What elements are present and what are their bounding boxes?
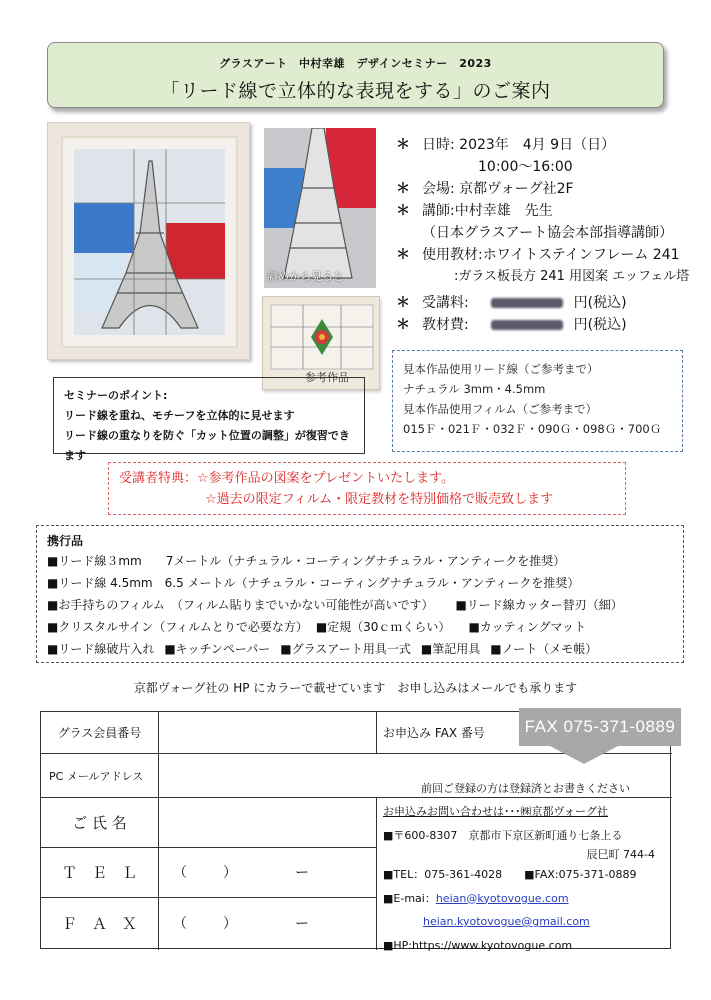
reference-work-photo	[262, 296, 380, 390]
name-field[interactable]	[159, 798, 377, 848]
attendee-benefits-box	[108, 462, 626, 515]
date-value: 2023年 4月 9日（日）	[459, 137, 616, 153]
contact-address-2: 辰巳町 744-4	[586, 848, 655, 861]
items-line: ■リード線破片入れ ■キッチンペーパー ■グラスアート用具一式 ■筆記用具 ■ノート（メモ帳）	[47, 642, 598, 656]
bullet-mark: ＊	[396, 137, 410, 153]
material-label: 使用教材:	[422, 247, 483, 263]
venue-value: 京都ヴォーグ社2F	[459, 181, 574, 197]
main-artwork-photo	[47, 122, 250, 360]
fee-label: 受講料:	[422, 295, 469, 311]
benefit-line-1: 受講者特典：☆参考作品の図案をプレゼントいたします。	[119, 471, 455, 486]
venue-label: 会場:	[422, 181, 455, 197]
eiffel-tower-artwork-image	[48, 123, 251, 361]
contact-email-row-2	[383, 910, 671, 934]
reference-line: 015Ｆ・021Ｆ・032Ｆ・090Ｇ・098Ｇ・700Ｇ	[403, 422, 662, 436]
reference-work-caption: 参考作品	[305, 371, 349, 384]
fee-suffix: 円(税込)	[573, 295, 627, 311]
points-line: リード線を重ね、モチーフを立体的に見せます	[64, 409, 295, 422]
contact-email-row: ■E-mai：heian@kyotovogue.com	[383, 891, 569, 905]
email-link-1[interactable]: heian@kyotovogue.com	[435, 891, 569, 905]
contact-info	[383, 800, 671, 957]
items-title: 携行品	[47, 534, 84, 548]
member-number-label: グラス会員番号	[41, 712, 159, 754]
previous-registration-note: 前回ご登録の方は登録済とお書きください	[421, 782, 630, 795]
material-fee-redacted	[491, 320, 563, 330]
reference-line: ナチュラル 3mm・4.5mm	[403, 382, 546, 396]
fax-number-tag: FAX 075-371-0889	[519, 708, 681, 746]
points-title: セミナーのポイント:	[64, 389, 168, 402]
seminar-points-box	[53, 377, 365, 462]
pc-mail-label: PC メールアドレス	[41, 754, 159, 798]
tel-label: Ｔ Ｅ Ｌ	[41, 848, 159, 898]
hp-note: 京都ヴォーグ社の HP にカラーで載せています お申し込みはメールでも承ります	[133, 681, 578, 695]
fax-arrow-icon	[550, 746, 618, 764]
fax-number-label: お申込み FAX 番号	[377, 712, 672, 754]
material-value: ホワイトステインフレーム 241	[482, 247, 680, 263]
seminar-subtitle: グラスアート 中村幸雄 デザインセミナー 2023	[219, 57, 492, 70]
time-value: 10:00～16:00	[478, 159, 573, 175]
material-fee-label: 教材費:	[422, 317, 469, 333]
date-label: 日時:	[422, 137, 455, 153]
benefit-line-2: ☆過去の限定フィルム・限定教材を特別価格で販売致します	[205, 492, 554, 507]
lecturer-label: 講師:	[422, 203, 455, 219]
material-fee-suffix: 円(税込)	[573, 317, 627, 333]
header-banner	[47, 42, 664, 108]
material-fee-row: ＊ 教材費: 円(税込)	[396, 317, 627, 333]
fee-redacted	[491, 298, 563, 308]
points-line: リード線の重なりを防ぐ「カット位置の調整」が復習できます	[64, 429, 350, 462]
reference-line: 見本作品使用リード線（ご参考まで）	[403, 362, 599, 376]
lecturer-value: 中村幸雄 先生	[454, 203, 553, 219]
time-row	[392, 156, 704, 178]
material-row-2	[392, 266, 704, 288]
contact-title: お申込みお問い合わせは･･･㈱京都ヴォーグ社	[383, 805, 609, 818]
lecturer-title: （日本グラスアート協会本部指導講師）	[422, 225, 674, 241]
email-link-2[interactable]: heian.kyotovogue@gmail.com	[423, 915, 590, 928]
angled-view-caption: 斜めから見ると	[267, 270, 344, 283]
items-line: ■クリスタルサイン（フィルムとりで必要な方） ■定規（30ｃｍくらい） ■カッティングマット	[47, 620, 586, 634]
contact-hp[interactable]: ■HP:https://www.kyotovogue.com	[383, 938, 573, 952]
fax-label: Ｆ Ａ Ｘ	[41, 898, 159, 950]
date-row	[392, 134, 704, 156]
lecturer-row: ＊ 講師:中村幸雄 先生	[396, 203, 553, 219]
items-line: ■リード線 4.5mm 6.5 メートル（ナチュラル・コーティングナチュラル・アンティークを推奨）	[47, 576, 580, 590]
items-line: ■リード線３mm 7メートル（ナチュラル・コーティングナチュラル・アンティークを推奨）	[47, 554, 566, 568]
venue-row: ＊ 会場: 京都ヴォーグ社2F	[396, 181, 574, 197]
seminar-info	[392, 134, 704, 336]
reference-line: 見本作品使用フィルム（ご参考まで）	[403, 402, 598, 416]
fax-field[interactable]: （ ） ー	[159, 898, 377, 950]
eiffel-angled-image	[264, 128, 376, 288]
reference-materials-box	[392, 350, 683, 452]
member-number-field[interactable]	[159, 712, 377, 754]
tel-field[interactable]: （ ） ー	[159, 848, 377, 898]
items-to-bring-box	[36, 525, 684, 663]
contact-tel-fax: ■TEL：075-361-4028 ■FAX:075-371-0889	[383, 868, 637, 881]
seminar-title: 「リード線で立体的な表現をする」のご案内	[160, 80, 551, 102]
material-row: ＊ 使用教材:ホワイトステインフレーム 241	[396, 247, 680, 263]
items-line: ■お手持ちのフィルム （フィルム貼りまでいかない可能性が高いです） ■リード線カッター替刃（細）	[47, 598, 623, 612]
angled-view-photo	[264, 128, 376, 288]
fee-row: ＊ 受講料: 円(税込)	[396, 295, 627, 311]
contact-address: ■〒600-8307 京都市下京区新町通り七条上る	[383, 828, 623, 842]
name-label: ご 氏 名	[41, 798, 159, 848]
lecturer-title-row	[392, 222, 704, 244]
material-value-2: :ガラス板長方 241 用図案 エッフェル塔	[454, 269, 690, 284]
